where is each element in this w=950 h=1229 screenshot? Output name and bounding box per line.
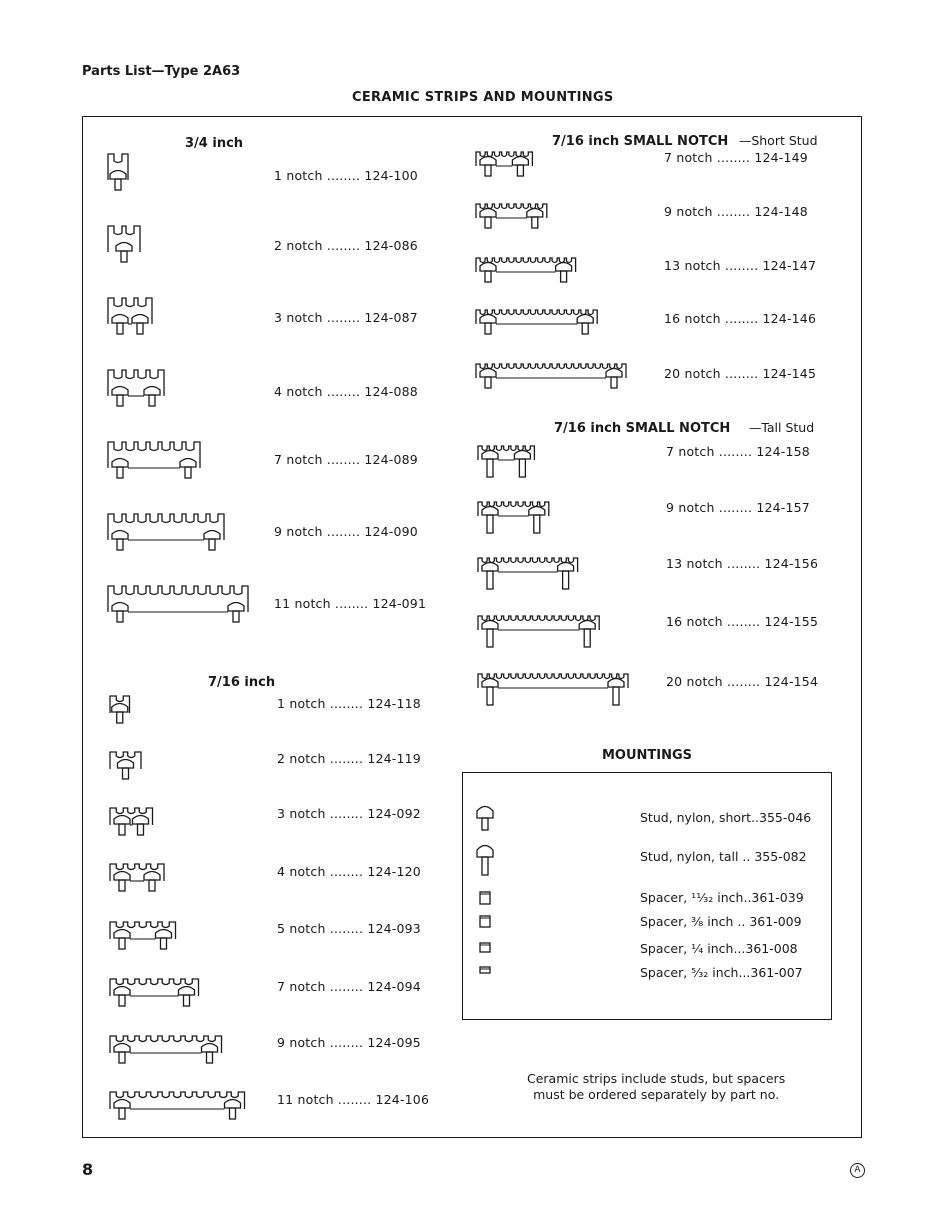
- stud-icon: [114, 930, 130, 950]
- part-number-label: 9 notch ........ 124-148: [664, 204, 808, 219]
- strip-drawing: [476, 672, 632, 720]
- ceramic-strip-icon: [474, 362, 630, 396]
- ceramic-strip-icon: [108, 1090, 249, 1127]
- stud-icon: [527, 209, 543, 229]
- ceramic-strip-icon: [476, 444, 539, 488]
- part-number-label: 5 notch ........ 124-093: [277, 921, 421, 936]
- stud-icon: [514, 451, 530, 478]
- ceramic-strip-icon: [474, 256, 580, 290]
- stud-icon: [114, 872, 130, 892]
- part-number-label: 3 notch ........ 124-092: [277, 806, 421, 821]
- stud-icon: [112, 531, 128, 551]
- stud-icon: [116, 243, 132, 263]
- stud-icon: [482, 507, 498, 534]
- part-number-label: 7 notch ........ 124-149: [664, 150, 808, 165]
- section-title-small-notch-tall: [554, 420, 814, 436]
- ceramic-strip-icon: [108, 977, 203, 1014]
- footnote-line-2: must be ordered separately by part no.: [533, 1087, 780, 1102]
- ceramic-strip-icon: [108, 806, 157, 843]
- part-number-label: 9 notch ........ 124-095: [277, 1035, 421, 1050]
- section-title-small-notch-short: [552, 133, 818, 149]
- stud-icon: [118, 760, 134, 780]
- section-title-small-notch-tall-main: 7/16 inch SMALL NOTCH: [554, 421, 731, 436]
- stud-icon: [480, 369, 496, 389]
- part-number-label: 20 notch ........ 124-145: [664, 366, 817, 381]
- stud-icon: [577, 315, 593, 335]
- page-number: 8: [82, 1160, 94, 1179]
- footnote-line-1: Ceramic strips include studs, but spacers: [527, 1071, 786, 1086]
- part-number-label: 16 notch ........ 124-155: [666, 614, 819, 629]
- stud-icon: [112, 315, 128, 335]
- part-number-label: 7 notch ........ 124-089: [274, 452, 418, 467]
- stud-short-icon: [474, 804, 496, 844]
- part-number-label: 2 notch ........ 124-119: [277, 751, 421, 766]
- ceramic-strip-icon: [106, 512, 228, 558]
- stud-icon: [112, 603, 128, 623]
- stud-icon: [608, 679, 624, 706]
- section-title-small-notch-short-main: 7/16 inch SMALL NOTCH: [552, 134, 729, 149]
- stud-icon: [133, 816, 149, 836]
- stud-icon: [144, 387, 160, 407]
- mounting-label: Stud, nylon, short..355-046: [640, 810, 812, 825]
- stud-icon: [558, 563, 574, 590]
- strip-drawing: [476, 500, 553, 548]
- stud-icon: [114, 1044, 130, 1064]
- part-number-label: 20 notch ........ 124-154: [666, 674, 819, 689]
- ceramic-strip-icon: [476, 500, 553, 544]
- strip-drawing: [108, 920, 180, 961]
- footnote: [527, 1071, 785, 1103]
- strip-drawing: [476, 556, 582, 604]
- page-title: CERAMIC STRIPS AND MOUNTINGS: [352, 90, 614, 105]
- stud-icon: [114, 816, 130, 836]
- ceramic-strip-icon: [474, 202, 551, 236]
- part-number-label: 13 notch ........ 124-147: [664, 258, 817, 273]
- ceramic-strip-icon: [108, 920, 180, 957]
- strip-drawing: [108, 977, 203, 1018]
- strip-drawing: [106, 440, 204, 490]
- page-header: Parts List—Type 2A63: [82, 64, 241, 79]
- ceramic-strip-icon: [476, 556, 582, 600]
- strip-drawing: [476, 614, 604, 662]
- part-number-label: 7 notch ........ 124-094: [277, 979, 421, 994]
- section-subtitle-tall-stud: —Tall Stud: [748, 420, 815, 435]
- publisher-mark: A: [850, 1163, 865, 1178]
- stud-icon: [202, 1044, 218, 1064]
- ceramic-strip-icon: [474, 150, 537, 184]
- stud-icon: [480, 263, 496, 283]
- strip-drawing: [106, 224, 144, 274]
- strip-drawing: [108, 862, 168, 903]
- strip-drawing: [106, 296, 156, 346]
- part-number-label: 11 notch ........ 124-091: [274, 596, 427, 611]
- strip-drawing: [106, 368, 168, 418]
- section-subtitle-short-stud: —Short Stud: [738, 133, 818, 148]
- stud-icon: [480, 209, 496, 229]
- ceramic-strip-icon: [108, 694, 134, 731]
- ceramic-strip-icon: [106, 368, 168, 414]
- mounting-label: Stud, nylon, tall .. 355-082: [640, 849, 807, 864]
- stud-icon: [114, 1100, 130, 1120]
- ceramic-strip-icon: [106, 440, 204, 486]
- strip-drawing: [108, 694, 134, 735]
- mounting-label: Spacer, ³⁄₈ inch .. 361-009: [640, 914, 802, 929]
- stud-icon: [156, 930, 172, 950]
- stud-icon: [512, 157, 528, 177]
- ceramic-strip-icon: [108, 1034, 226, 1071]
- ceramic-strip-icon: [476, 672, 632, 716]
- stud-icon: [228, 603, 244, 623]
- part-number-label: 2 notch ........ 124-086: [274, 238, 418, 253]
- stud-tall-icon: [474, 843, 496, 883]
- stud-icon: [110, 171, 126, 191]
- ceramic-strip-icon: [106, 224, 144, 270]
- stud-icon: [144, 872, 160, 892]
- ceramic-strip-icon: [476, 614, 604, 658]
- part-number-label: 16 notch ........ 124-146: [664, 311, 817, 326]
- stud-icon: [179, 987, 195, 1007]
- part-number-label: 7 notch ........ 124-158: [666, 444, 810, 459]
- part-number-label: 13 notch ........ 124-156: [666, 556, 819, 571]
- mounting-label: Spacer, ⁵⁄₃₂ inch...361-007: [640, 965, 803, 980]
- part-number-label: 9 notch ........ 124-157: [666, 500, 810, 515]
- mounting-label: Spacer, ¹¹⁄₃₂ inch..361-039: [640, 890, 804, 905]
- stud-icon: [556, 263, 572, 283]
- part-number-label: 9 notch ........ 124-090: [274, 524, 418, 539]
- part-number-label: 4 notch ........ 124-120: [277, 864, 421, 879]
- stud-icon: [579, 621, 595, 648]
- stud-icon: [529, 507, 545, 534]
- stud-icon: [480, 157, 496, 177]
- part-number-label: 1 notch ........ 124-100: [274, 168, 418, 183]
- stud-icon: [204, 531, 220, 551]
- spacer-icon: [474, 959, 496, 999]
- strip-drawing: [474, 362, 630, 400]
- stud-icon: [180, 459, 196, 479]
- mounting-label: Spacer, ¹⁄₄ inch...361-008: [640, 941, 798, 956]
- ceramic-strip-icon: [108, 862, 168, 899]
- strip-drawing: [476, 444, 539, 492]
- stud-icon: [482, 621, 498, 648]
- ceramic-strip-icon: [106, 296, 156, 342]
- stud-icon: [482, 563, 498, 590]
- part-number-label: 1 notch ........ 124-118: [277, 696, 421, 711]
- strip-drawing: [106, 152, 132, 202]
- part-number-label: 11 notch ........ 124-106: [277, 1092, 430, 1107]
- stud-icon: [112, 459, 128, 479]
- stud-icon: [112, 387, 128, 407]
- strip-drawing: [108, 1034, 226, 1075]
- strip-drawing: [106, 584, 252, 634]
- section-title-seven-sixteenth-inch: 7/16 inch: [208, 675, 276, 690]
- strip-drawing: [106, 512, 228, 562]
- ceramic-strip-icon: [108, 750, 145, 787]
- stud-icon: [132, 315, 148, 335]
- mountings-title: MOUNTINGS: [602, 748, 693, 763]
- stud-icon: [114, 987, 130, 1007]
- ceramic-strip-icon: [106, 584, 252, 630]
- part-number-label: 3 notch ........ 124-087: [274, 310, 418, 325]
- stud-icon: [606, 369, 622, 389]
- strip-drawing: [108, 750, 145, 791]
- strip-drawing: [474, 150, 537, 188]
- stud-icon: [482, 679, 498, 706]
- stud-icon: [480, 315, 496, 335]
- ceramic-strip-icon: [474, 308, 602, 342]
- strip-drawing: [474, 202, 551, 240]
- strip-drawing: [474, 308, 602, 346]
- ceramic-strip-icon: [106, 152, 132, 198]
- stud-icon: [225, 1100, 241, 1120]
- section-title-three-quarter-inch: 3/4 inch: [185, 136, 244, 151]
- stud-icon: [112, 704, 128, 724]
- stud-icon: [482, 451, 498, 478]
- strip-drawing: [474, 256, 580, 294]
- strip-drawing: [108, 806, 157, 847]
- part-number-label: 4 notch ........ 124-088: [274, 384, 418, 399]
- strip-drawing: [108, 1090, 249, 1131]
